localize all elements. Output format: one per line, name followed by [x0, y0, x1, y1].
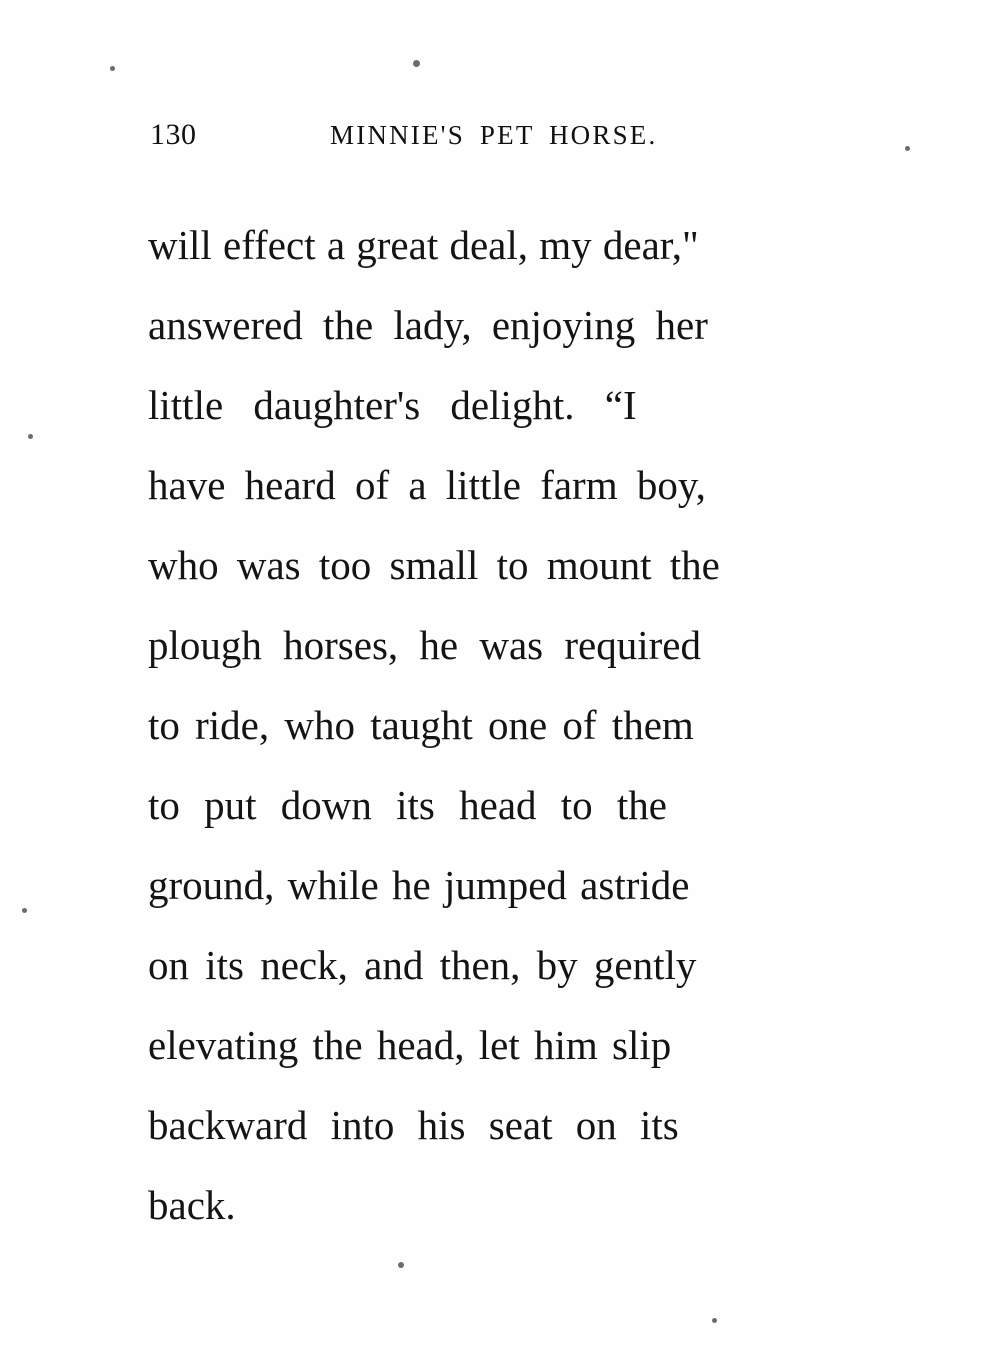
- text-line: elevating the head, let him slip: [148, 1022, 672, 1068]
- text-line: on its neck, and then, by gently: [148, 942, 697, 988]
- text-line: plough horses, he was required: [148, 622, 701, 668]
- print-speck: [28, 434, 33, 439]
- text-line: back.: [148, 1182, 236, 1228]
- print-speck: [398, 1262, 404, 1268]
- print-speck: [905, 146, 910, 151]
- text-line: backward into his seat on its: [148, 1102, 679, 1148]
- text-line: answered the lady, enjoying her: [148, 302, 708, 348]
- text-line: to ride, who taught one of them: [148, 702, 694, 748]
- print-speck: [413, 60, 420, 67]
- text-line: to put down its head to the: [148, 782, 668, 828]
- print-speck: [110, 66, 115, 71]
- print-speck: [22, 908, 27, 913]
- text-line: little daughter's delight. “I: [148, 382, 637, 428]
- text-line: have heard of a little farm boy,: [148, 462, 706, 508]
- page-number: 130: [150, 118, 197, 151]
- page-header: [150, 118, 860, 158]
- text-line: ground, while he jumped astride: [148, 862, 690, 908]
- text-line: will effect a great deal, my dear,": [148, 222, 699, 268]
- running-head: MINNIE'S PET HORSE.: [330, 120, 658, 150]
- print-speck: [712, 1318, 717, 1323]
- body-text: [148, 205, 960, 1245]
- text-line: who was too small to mount the: [148, 542, 720, 588]
